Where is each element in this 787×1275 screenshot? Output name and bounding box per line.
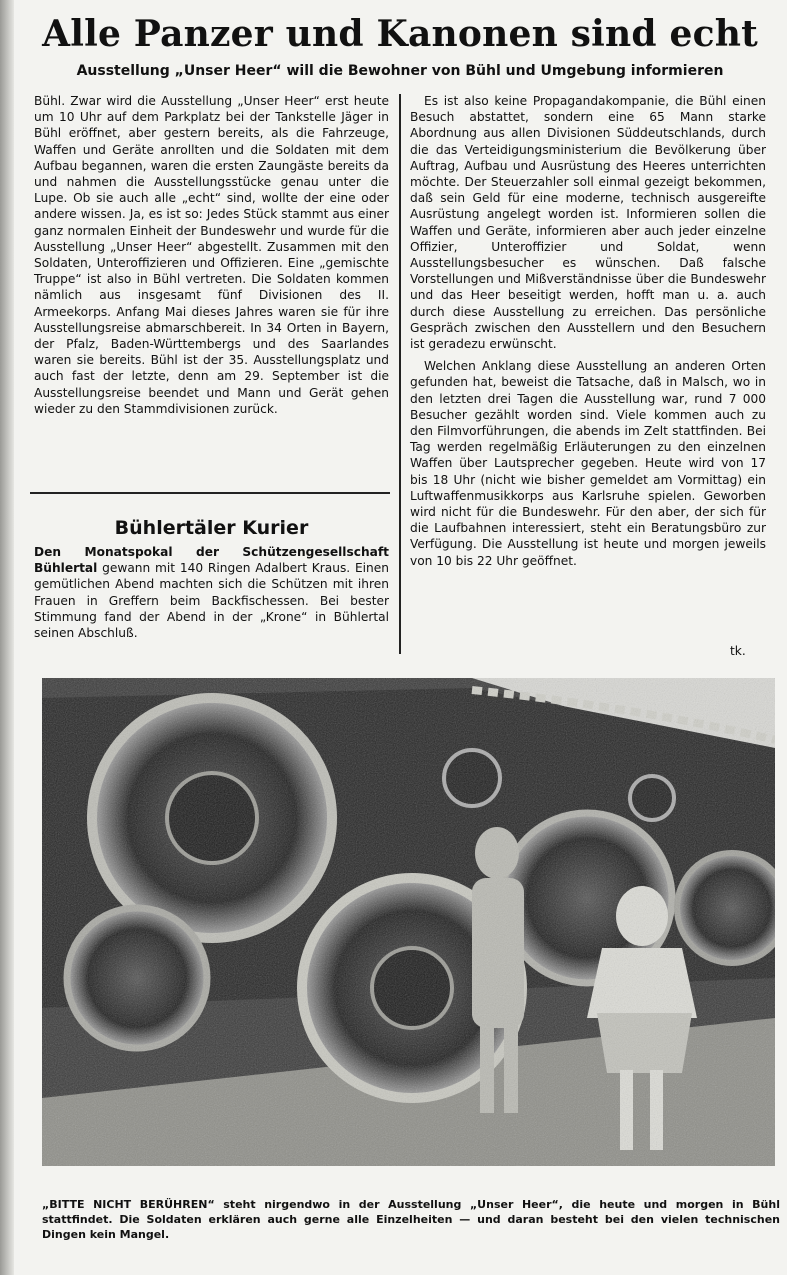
section-rule bbox=[30, 492, 390, 494]
photo-caption: „BITTE NICHT BERÜHREN“ steht nirgendwo in der Ausstellung „Unser Heer“, die heute und morgen in Bühl stattfindet. Die Soldaten erklären auch gerne alle Einzelheiten — und daran besteht bei den vielen technischen Dingen kein Mangel. bbox=[42, 1198, 780, 1241]
article-right-column bbox=[410, 93, 766, 569]
section-title-buehlertaeler-kurier: Bühlertäler Kurier bbox=[114, 517, 309, 539]
subheadline: Ausstellung „Unser Heer“ will die Bewohner von Bühl und Umgebung informieren bbox=[76, 63, 724, 79]
article-right-paragraph-2: Welchen Anklang diese Ausstellung an anderen Orten gefunden hat, beweist die Tatsache, daß in Malsch, wo in den letzten drei Tagen die Ausstellung war, rund 7 000 Besucher gezählt worden sind. Viele kommen auch zu den Filmvorführungen, die abends im Zelt stattfinden. Bei Tag werden regelmäßig Erläuterungen zu den einzelnen Waffen über Lautsprecher gegeben. Heute wird von 17 bis 18 Uhr (nicht wie bisher gemeldet am Vormittag) ein Luftwaffenmusikkorps aus Karlsruhe spielen. Geworben wird nicht für die Bundeswehr. Für den aber, der sich für die Laufbahnen interessiert, steht ein Beratungsbüro zur Verfügung. Die Ausstellung ist heute und morgen jeweils von 10 bis 22 Uhr geöffnet. bbox=[410, 359, 766, 568]
column-divider bbox=[399, 94, 401, 654]
page-edge-shadow bbox=[0, 0, 14, 1275]
author-initials: tk. bbox=[730, 644, 746, 658]
brief-news-item bbox=[34, 544, 389, 641]
tank-photo-icon bbox=[42, 678, 775, 1166]
article-left-text: Bühl. Zwar wird die Ausstellung „Unser Heer“ erst heute um 10 Uhr auf dem Parkplatz bei der Tankstelle Jäger in Bühl eröffnet, aber gestern bereits, als die Fahrzeuge, Waffen und Geräte anrollten und die Soldaten mit dem Aufbau begannen, waren die ersten Zaungäste bereits da und nahmen die Ausstellungsstücke genau unter die Lupe. Ob sie auch alle „echt“ sind, wollte der eine oder andere wissen. Ja, es ist so: Jedes Stück stammt aus einer ganz normalen Einheit der Bundeswehr und wurde für die Ausstellung „Unser Heer“ abgestellt. Zusammen mit den Soldaten, Unteroffizieren und Offizieren. Eine „gemischte Truppe“ ist also in Bühl vertreten. Die Soldaten kommen nämlich aus insgesamt fünf Divisionen des II. Armeekorps. Anfang Mai dieses Jahres waren sie für ihre Ausstellungsreise abmarschbereit. In 34 Orten in Bayern, der Pfalz, Baden-Württembergs und des Saarlandes waren sie bereits. Bühl ist der 35. Ausstellungsplatz und auch fast der letzte, denn am 29. September ist die Ausstellungsreise beendet und Mann und Gerät gehen wieder zu den Stammdivisionen zurück. bbox=[34, 94, 389, 416]
headline: Alle Panzer und Kanonen sind echt bbox=[42, 13, 758, 55]
article-right-paragraph-1: Es ist also keine Propagandakompanie, die Bühl einen Besuch abstattet, sondern eine 65 Mann starke Abordnung aus allen Divisionen Süddeutschlands, durch die das Verteidigungsministerium die Bevölkerung über Auftrag, Aufbau und Ausrüstung des Heeres unterrichten möchte. Der Steuerzahler soll einmal gezeigt bekommen, daß sein Geld für eine moderne, technisch ausgereifte Ausrüstung angelegt worden ist. Informieren sollen die Waffen und Geräte, informieren aber auch jeder einzelne Offizier, Unteroffizier und Soldat, wenn Ausstellungsbesucher es wünschen. Daß falsche Vorstellungen und Mißverständnisse über die Bundeswehr und das Heer beseitigt werden, hofft man u. a. auch durch diese Ausstellung zu erreichen. Das persönliche Gespräch zwischen den Ausstellern und den Besuchern ist geradezu erwünscht. bbox=[410, 94, 766, 352]
brief-lead: Den Monatspokal der Schützengesellschaft Bühlertal bbox=[34, 545, 389, 576]
brief-text: gewann mit 140 Ringen Adalbert Kraus. Einen gemütlichen Abend machten sich die Schützen mit ihren Frauen in Greffern beim Backfischessen. Bei bester Stimmung fand der Abend in der „Krone“ in Bühlertal seinen Abschluß. bbox=[34, 561, 390, 641]
article-left-column bbox=[34, 93, 389, 417]
tank-photo bbox=[42, 678, 775, 1166]
